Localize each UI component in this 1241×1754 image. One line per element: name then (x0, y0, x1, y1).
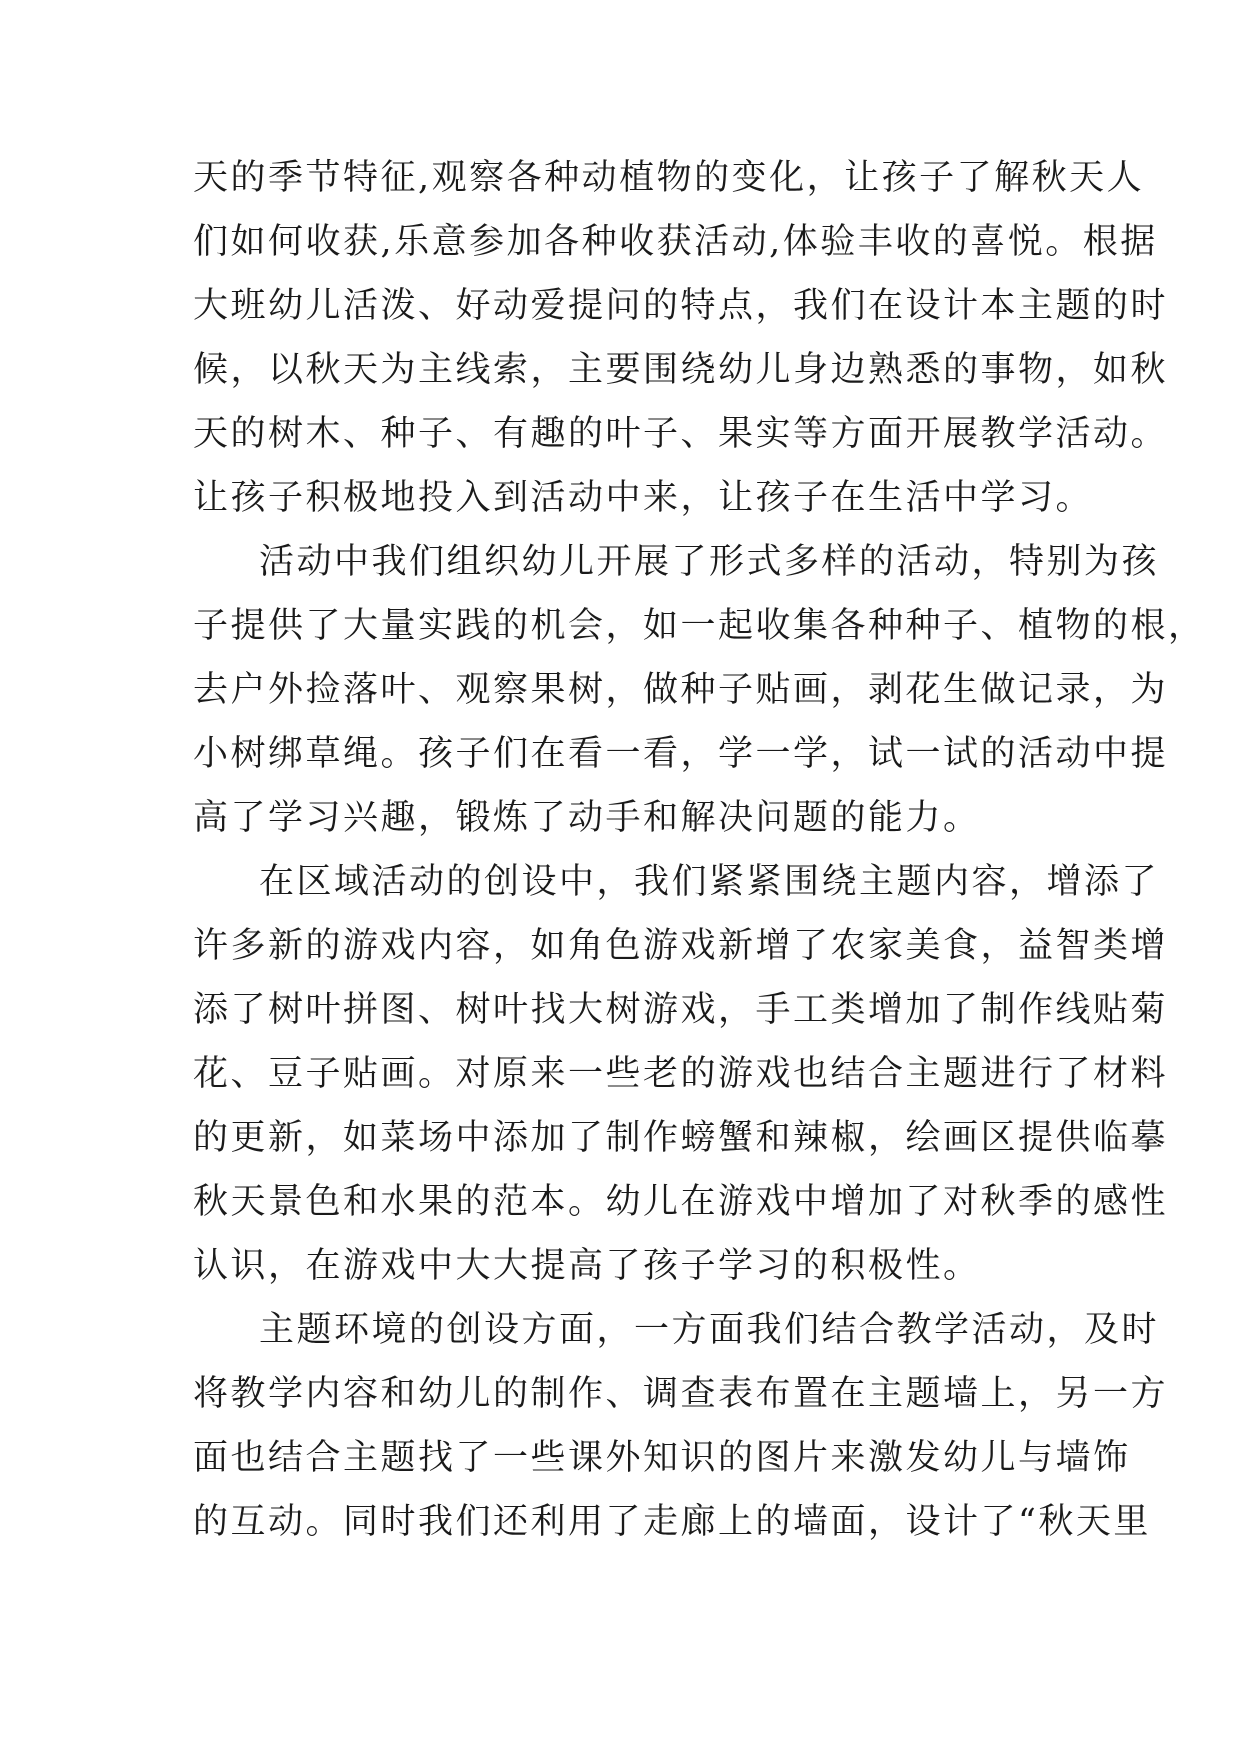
text-line: 的更新，如菜场中添加了制作螃蟹和辣椒，绘画区提供临摹 (193, 1118, 1169, 1158)
text-line: 添了树叶拼图、树叶找大树游戏，手工类增加了制作线贴菊 (193, 990, 1169, 1030)
text-line: 子提供了大量实践的机会，如一起收集各种种子、植物的根， (193, 606, 1206, 646)
text-line: 天的树木、种子、有趣的叶子、果实等方面开展教学活动。 (193, 414, 1169, 454)
text-line: 让孩子积极地投入到活动中来，让孩子在生活中学习。 (193, 478, 1094, 518)
text-line: 的互动。同时我们还利用了走廊上的墙面，设计了“秋天里 (193, 1502, 1151, 1542)
text-line: 许多新的游戏内容，如角色游戏新增了农家美食，益智类增 (193, 926, 1169, 966)
text-line: 大班幼儿活泼、好动爱提问的特点，我们在设计本主题的时 (193, 286, 1169, 326)
text-line: 们如何收获,乐意参加各种收获活动,体验丰收的喜悦。根据 (193, 222, 1158, 262)
text-line: 候，以秋天为主线索，主要围绕幼儿身边熟悉的事物，如秋 (193, 350, 1169, 390)
text-line: 秋天景色和水果的范本。幼儿在游戏中增加了对秋季的感性 (193, 1182, 1169, 1222)
paragraph-start-line: 活动中我们组织幼儿开展了形式多样的活动，特别为孩 (259, 542, 1160, 582)
text-line: 高了学习兴趣，锻炼了动手和解决问题的能力。 (193, 798, 981, 838)
text-line: 天的季节特征,观察各种动植物的变化，让孩子了解秋天人 (193, 158, 1145, 198)
text-line: 花、豆子贴画。对原来一些老的游戏也结合主题进行了材料 (193, 1054, 1169, 1094)
body-text (193, 146, 1206, 1554)
text-line: 将教学内容和幼儿的制作、调查表布置在主题墙上，另一方 (193, 1374, 1169, 1414)
text-line: 去户外捡落叶、观察果树，做种子贴画，剥花生做记录，为 (193, 670, 1169, 710)
text-line: 面也结合主题找了一些课外知识的图片来激发幼儿与墙饰 (193, 1438, 1131, 1478)
text-line: 小树绑草绳。孩子们在看一看，学一学，试一试的活动中提 (193, 734, 1169, 774)
paragraph-start-line: 主题环境的创设方面，一方面我们结合教学活动，及时 (259, 1310, 1160, 1350)
paragraph-start-line: 在区域活动的创设中，我们紧紧围绕主题内容，增添了 (259, 862, 1160, 902)
text-line: 认识，在游戏中大大提高了孩子学习的积极性。 (193, 1246, 981, 1286)
